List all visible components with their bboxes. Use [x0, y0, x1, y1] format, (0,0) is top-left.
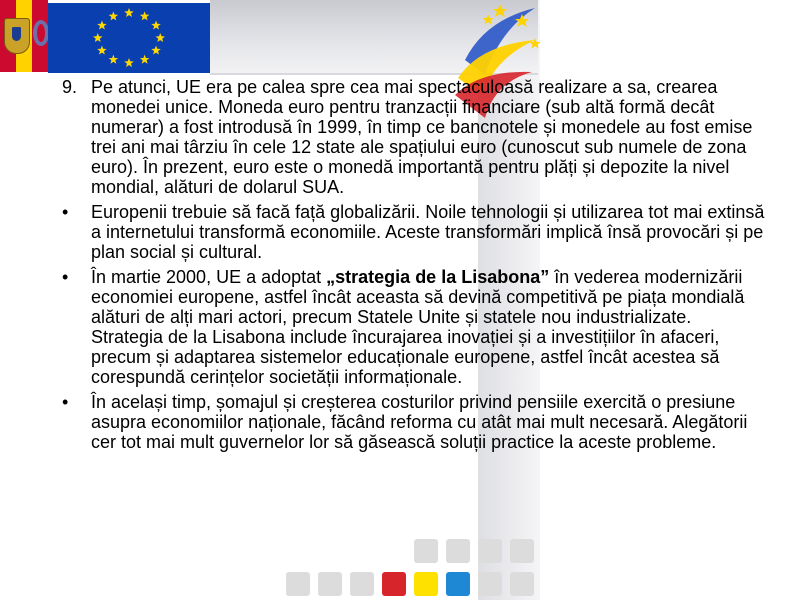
decorative-square-red	[382, 572, 406, 596]
eu-star-icon	[151, 21, 161, 30]
eu-star-icon	[155, 33, 165, 42]
numbered-paragraph	[62, 77, 768, 197]
eu-star-icon	[124, 58, 134, 67]
decorative-square	[446, 539, 470, 563]
paragraph-text: În martie 2000, UE a adoptat	[91, 267, 327, 287]
eu-star-icon	[140, 55, 150, 64]
eu-star-icon	[93, 33, 103, 42]
bullet-paragraph	[62, 202, 768, 262]
bullet-paragraph	[62, 392, 768, 452]
eu-star-icon	[124, 8, 134, 17]
eu-star-icon	[97, 46, 107, 55]
eu-star-icon	[109, 55, 119, 64]
paragraph-text: Pe atunci, UE era pe calea spre cea mai spectaculoasă realizare a sa, crearea monedei unice. Moneda euro pentru tranzacții financiare (sub altă formă decât numerar) a fost introdusă în 1999, în timp ce bancnotele și monedele au fost emise trei ani mai târziu în cele 12 state ale spațiului euro (cunoscut sub numele de zona euro). În prezent, euro este o monedă importantă pentru plăți și depozite la nivel mondial, alături de dolarul SUA.	[91, 77, 753, 197]
decorative-square-yellow	[414, 572, 438, 596]
bullet-icon: •	[62, 267, 69, 287]
bullet-paragraph	[62, 267, 768, 387]
paragraph-number: 9.	[62, 77, 78, 97]
eu-flag-icon	[48, 3, 210, 73]
eu-star-icon	[151, 46, 161, 55]
decorative-square	[414, 539, 438, 563]
eu-star-icon	[109, 11, 119, 20]
slide-body	[62, 77, 768, 457]
eu-star-icon	[97, 21, 107, 30]
paragraph-text: În același timp, șomajul și creșterea costurilor privind pensiile exercită o presiune asupra economiilor naționale, făcând reforma cu atât mai mult necesară. Alegătorii cer tot mai mult guvernelor lor să găsească soluții practice la aceste probleme.	[91, 392, 748, 452]
eu-star-icon	[140, 11, 150, 20]
paragraph-text: Europenii trebuie să facă față globalizării. Noile tehnologii și utilizarea tot mai extinsă a internetului transformă economiile. Aceste transformări implică însă provocări și pe plan social și cultural.	[91, 202, 765, 262]
moldova-flag-icon	[0, 0, 48, 72]
decorative-square	[350, 572, 374, 596]
paragraph-text: în vederea modernizării economiei europene, astfel încât aceasta să devină competitivă pe piața mondială alături de alți mari actori, precum Statele Unite și statele nou industrializate. Strategia de la Lisabona include încurajarea inovației și a investițiilor în afaceri, precum și adaptarea sistemelor educaționale europene, astfel încât acestea să corespundă cerințelor societății informaționale.	[91, 267, 745, 387]
decorative-square	[318, 572, 342, 596]
decorative-square	[510, 572, 534, 596]
bullet-icon: •	[62, 392, 69, 412]
decorative-square	[286, 572, 310, 596]
decorative-square	[478, 539, 502, 563]
decorative-square-blue	[446, 572, 470, 596]
strategy-name: „strategia de la Lisabona”	[326, 267, 550, 287]
bullet-icon: •	[62, 202, 69, 222]
decorative-square	[478, 572, 502, 596]
decorative-square	[510, 539, 534, 563]
